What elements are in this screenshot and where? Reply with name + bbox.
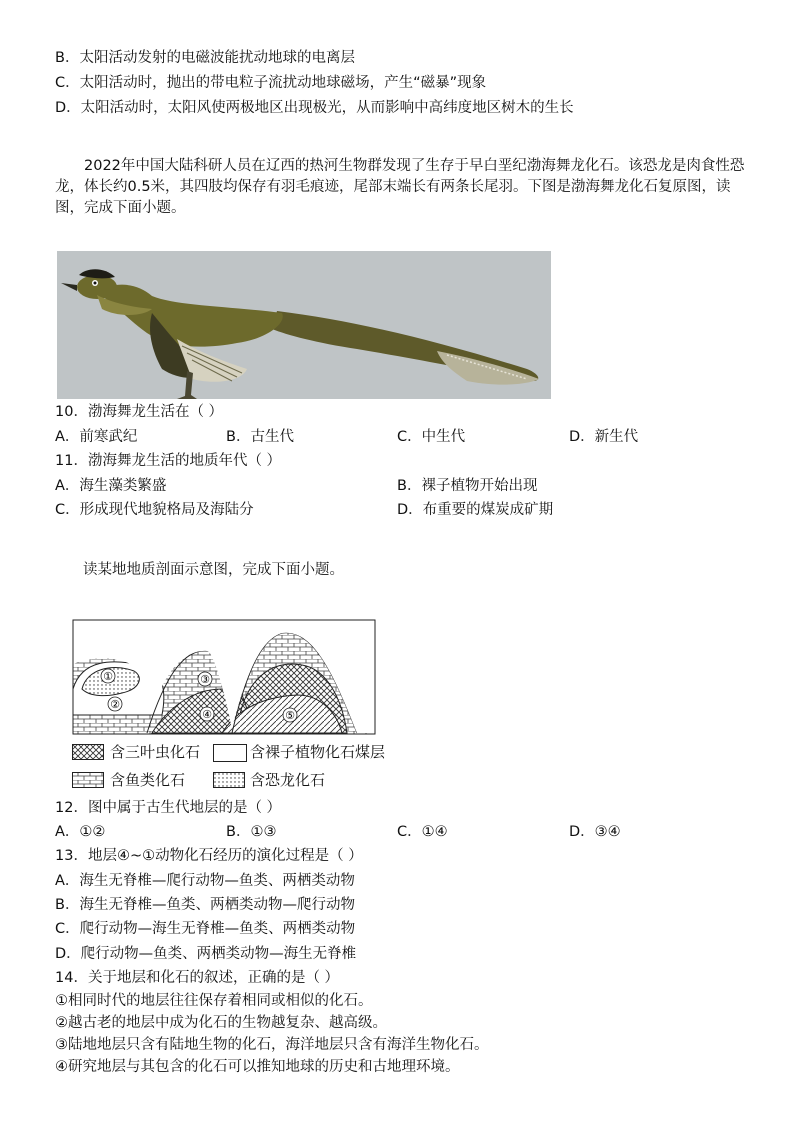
passage-geology: 读某地地质剖面示意图，完成下面小题。	[83, 562, 344, 578]
q14-statement-3: ③陆地地层只含有陆地生物的化石，海洋地层只含有海洋生物化石。	[55, 1037, 489, 1053]
prev-option-d: D．太阳活动时，太阳风使两极地区出现极光，从而影响中高纬度地区树木的生长	[55, 100, 574, 116]
q13-option-c[interactable]: C．爬行动物—海生无脊椎—鱼类、两栖类动物	[55, 921, 356, 937]
q14-statement-4: ④研究地层与其包含的化石可以推知地球的历史和古地理环境。	[55, 1059, 460, 1075]
legend-dinosaur-swatch	[213, 772, 245, 788]
legend-gymnosperm-swatch	[213, 744, 247, 762]
q11-option-b[interactable]: B．裸子植物开始出现	[397, 478, 538, 494]
q12-option-a[interactable]: A．①②	[55, 824, 106, 840]
q12-option-c[interactable]: C．①④	[397, 824, 448, 840]
legend-gymnosperm: 含裸子植物化石煤层	[250, 743, 386, 761]
layer-label-2: ②	[110, 698, 120, 711]
legend-trilobite-swatch	[72, 744, 104, 760]
q12-option-b[interactable]: B．①③	[226, 824, 277, 840]
q10-option-d[interactable]: D．新生代	[569, 429, 639, 445]
question-14-stem: 14．关于地层和化石的叙述，正确的是（ ）	[55, 970, 340, 986]
q11-option-d[interactable]: D．布重要的煤炭成矿期	[397, 502, 554, 518]
dinosaur-reconstruction-image	[57, 251, 551, 399]
layer-label-5: ⑤	[285, 709, 295, 722]
legend-fish: 含鱼类化石	[110, 771, 186, 789]
layer-label-3: ③	[200, 673, 210, 686]
layer-label-4: ④	[202, 708, 212, 721]
question-11-stem: 11．渤海舞龙生活的地质年代（ ）	[55, 453, 282, 469]
legend-fish-swatch	[72, 772, 104, 788]
prev-option-c: C．太阳活动时，抛出的带电粒子流扰动地球磁场，产生“磁暴”现象	[55, 75, 487, 91]
geologic-section-diagram	[72, 619, 376, 735]
q11-option-c[interactable]: C．形成现代地貌格局及海陆分	[55, 502, 254, 518]
question-13-stem: 13．地层④~①动物化石经历的演化过程是（ ）	[55, 848, 363, 864]
legend-dinosaur: 含恐龙化石	[250, 771, 326, 789]
layer-label-1: ①	[103, 670, 113, 683]
q10-option-c[interactable]: C．中生代	[397, 429, 466, 445]
q13-option-b[interactable]: B．海生无脊椎—鱼类、两栖类动物—爬行动物	[55, 897, 355, 913]
prev-option-b: B．太阳活动发射的电磁波能扰动地球的电离层	[55, 50, 355, 66]
q10-option-a[interactable]: A．前寒武纪	[55, 429, 138, 445]
question-10-stem: 10．渤海舞龙生活在（ ）	[55, 404, 224, 420]
q13-option-d[interactable]: D．爬行动物—鱼类、两栖类动物—海生无脊椎	[55, 946, 357, 962]
legend-trilobite: 含三叶虫化石	[110, 743, 201, 761]
question-12-stem: 12．图中属于古生代地层的是（ ）	[55, 800, 282, 816]
q10-option-b[interactable]: B．古生代	[226, 429, 294, 445]
passage-dinosaur: 2022年中国大陆科研人员在辽西的热河生物群发现了生存于早白垩纪渤海舞龙化石。该恐龙是肉食性恐龙，体长约0.5米，其四肢均保存有羽毛痕迹，尾部末端长有两条长尾羽。下图是渤海舞龙化石复原图，读图，完成下面小题。	[55, 158, 745, 216]
q14-statement-2: ②越古老的地层中成为化石的生物越复杂、越高级。	[55, 1015, 387, 1031]
q11-option-a[interactable]: A．海生藻类繁盛	[55, 478, 167, 494]
q13-option-a[interactable]: A．海生无脊椎—爬行动物—鱼类、两栖类动物	[55, 873, 355, 889]
q12-option-d[interactable]: D．③④	[569, 824, 621, 840]
q14-statement-1: ①相同时代的地层往往保存着相同或相似的化石。	[55, 993, 373, 1009]
